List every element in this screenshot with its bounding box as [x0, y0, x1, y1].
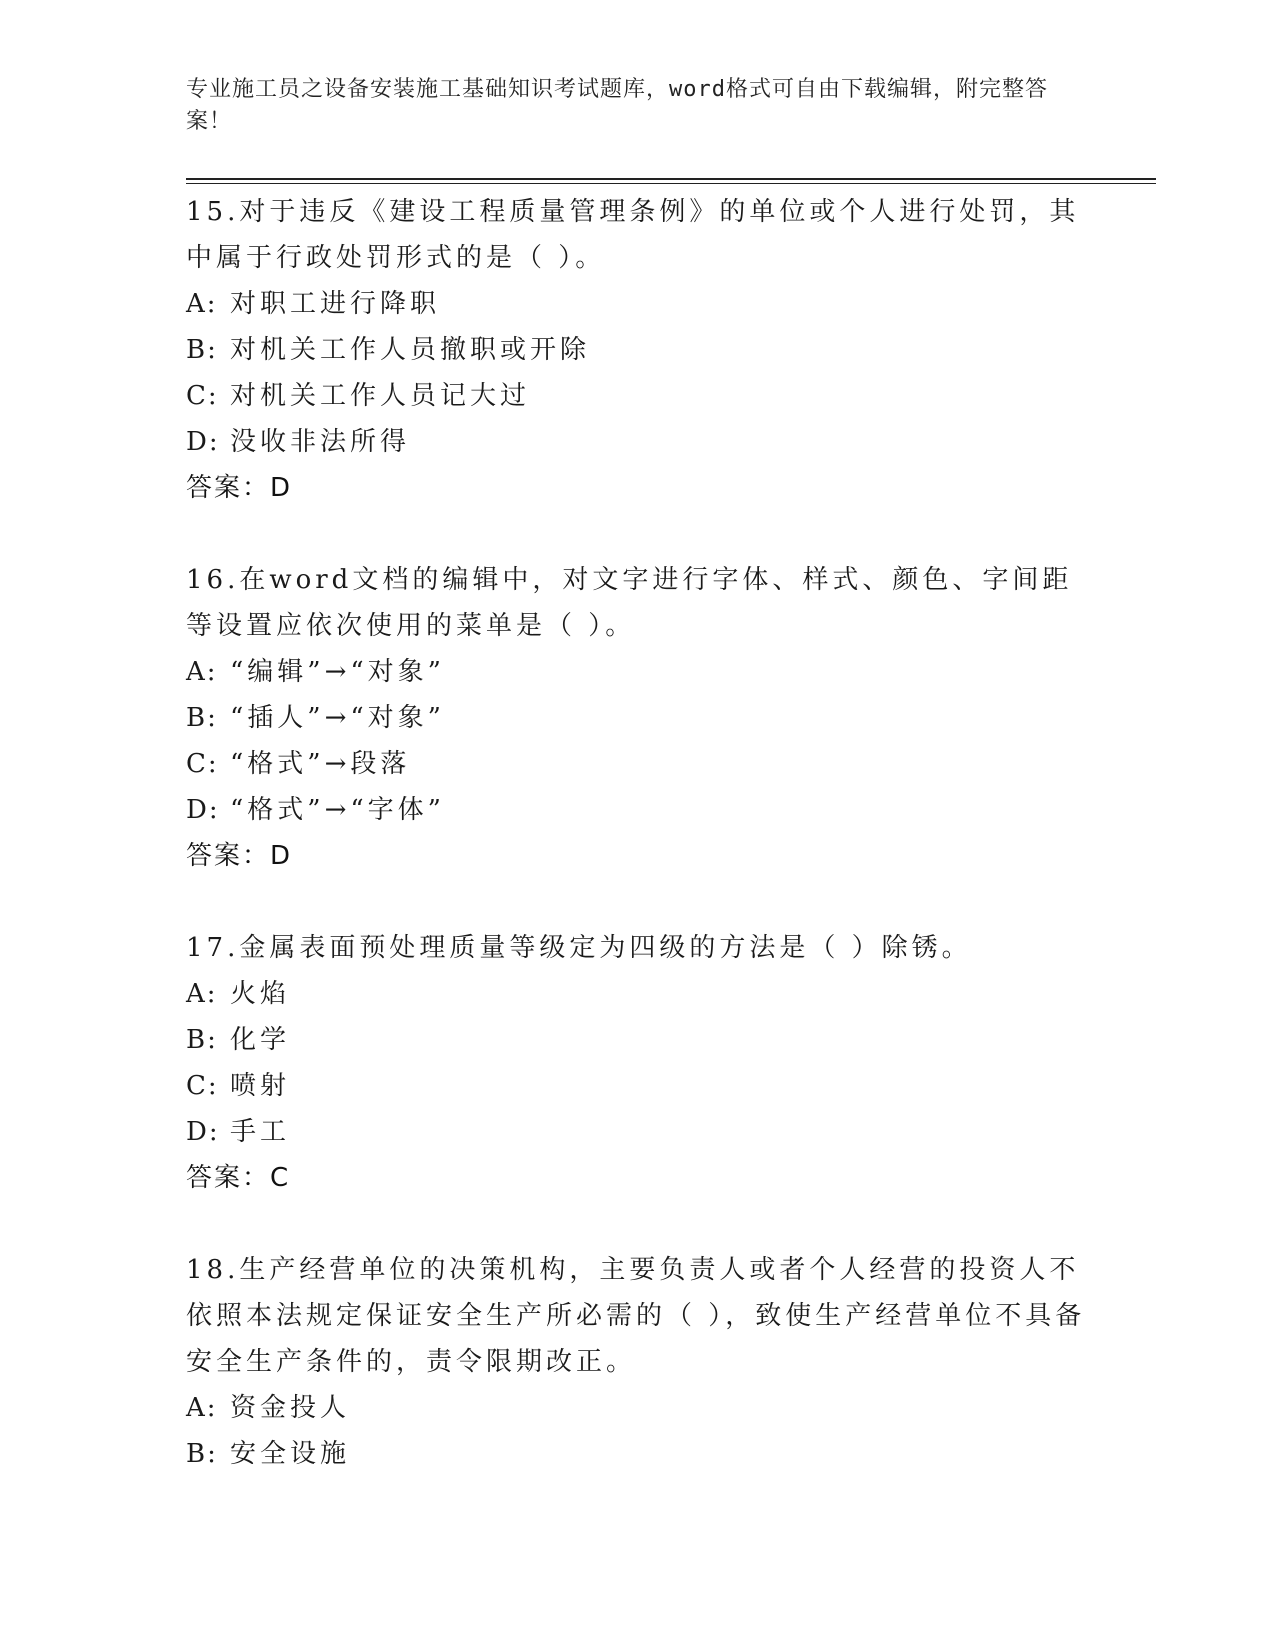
option-letter: B: — [186, 335, 218, 365]
option-a — [186, 1385, 1086, 1431]
header-divider-thick — [186, 178, 1156, 180]
option-letter: D: — [186, 795, 220, 825]
option-text: “格式”→段落 — [230, 749, 411, 779]
option-letter: B: — [186, 1439, 218, 1469]
option-text: 资金投人 — [230, 1393, 351, 1423]
option-text: “插人”→“对象” — [230, 703, 445, 733]
question-stem: 18.生产经营单位的决策机构，主要负责人或者个人经营的投资人不依照本法规定保证安全生产所必需的（ ），致使生产经营单位不具备安全生产条件的，责令限期改正。 — [186, 1255, 1086, 1377]
option-letter: D: — [186, 1117, 220, 1147]
option-b — [186, 1017, 1086, 1063]
answer-line: 答案：D — [186, 841, 293, 871]
option-c — [186, 1063, 1086, 1109]
option-c — [186, 373, 1086, 419]
option-c — [186, 741, 1086, 787]
option-a — [186, 649, 1086, 695]
header-divider-thin — [186, 183, 1156, 184]
option-text: 对机关工作人员记大过 — [230, 381, 531, 411]
option-b — [186, 1431, 1086, 1477]
header-note: 专业施工员之设备安装施工基础知识考试题库，word格式可自由下载编辑，附完整答案！ — [186, 77, 1048, 134]
option-letter: A: — [186, 657, 218, 687]
question-list — [186, 189, 1086, 1523]
option-a — [186, 971, 1086, 1017]
option-letter: A: — [186, 979, 218, 1009]
option-letter: A: — [186, 289, 218, 319]
option-b — [186, 695, 1086, 741]
option-letter: C: — [186, 1071, 219, 1101]
option-text: 对机关工作人员撤职或开除 — [230, 335, 591, 365]
option-text: 安全设施 — [230, 1439, 351, 1469]
option-text: “格式”→“字体” — [230, 795, 445, 825]
question-16 — [186, 557, 1086, 879]
option-letter: C: — [186, 749, 219, 779]
option-text: 化学 — [230, 1025, 291, 1055]
question-stem: 17.金属表面预处理质量等级定为四级的方法是（ ）除锈。 — [186, 933, 972, 963]
option-text: “编辑”→“对象” — [230, 657, 445, 687]
question-17 — [186, 925, 1086, 1201]
option-letter: B: — [186, 1025, 218, 1055]
option-text: 对职工进行降职 — [230, 289, 441, 319]
option-text: 火焰 — [230, 979, 291, 1009]
question-stem: 16.在word文档的编辑中，对文字进行字体、样式、颜色、字间距等设置应依次使用的菜单是（ ）。 — [186, 565, 1073, 641]
option-letter: B: — [186, 703, 218, 733]
option-d — [186, 1109, 1086, 1155]
option-letter: D: — [186, 427, 220, 457]
option-letter: A: — [186, 1393, 218, 1423]
option-text: 手工 — [230, 1117, 291, 1147]
option-text: 没收非法所得 — [230, 427, 411, 457]
question-stem: 15.对于违反《建设工程质量管理条例》的单位或个人进行处罚，其中属于行政处罚形式的是（ ）。 — [186, 197, 1080, 273]
answer-line: 答案：C — [186, 1163, 291, 1193]
option-d — [186, 787, 1086, 833]
option-a — [186, 281, 1086, 327]
answer-line: 答案：D — [186, 473, 293, 503]
option-text: 喷射 — [230, 1071, 291, 1101]
question-15 — [186, 189, 1086, 511]
option-letter: C: — [186, 381, 219, 411]
option-d — [186, 419, 1086, 465]
question-18 — [186, 1247, 1086, 1477]
option-b — [186, 327, 1086, 373]
